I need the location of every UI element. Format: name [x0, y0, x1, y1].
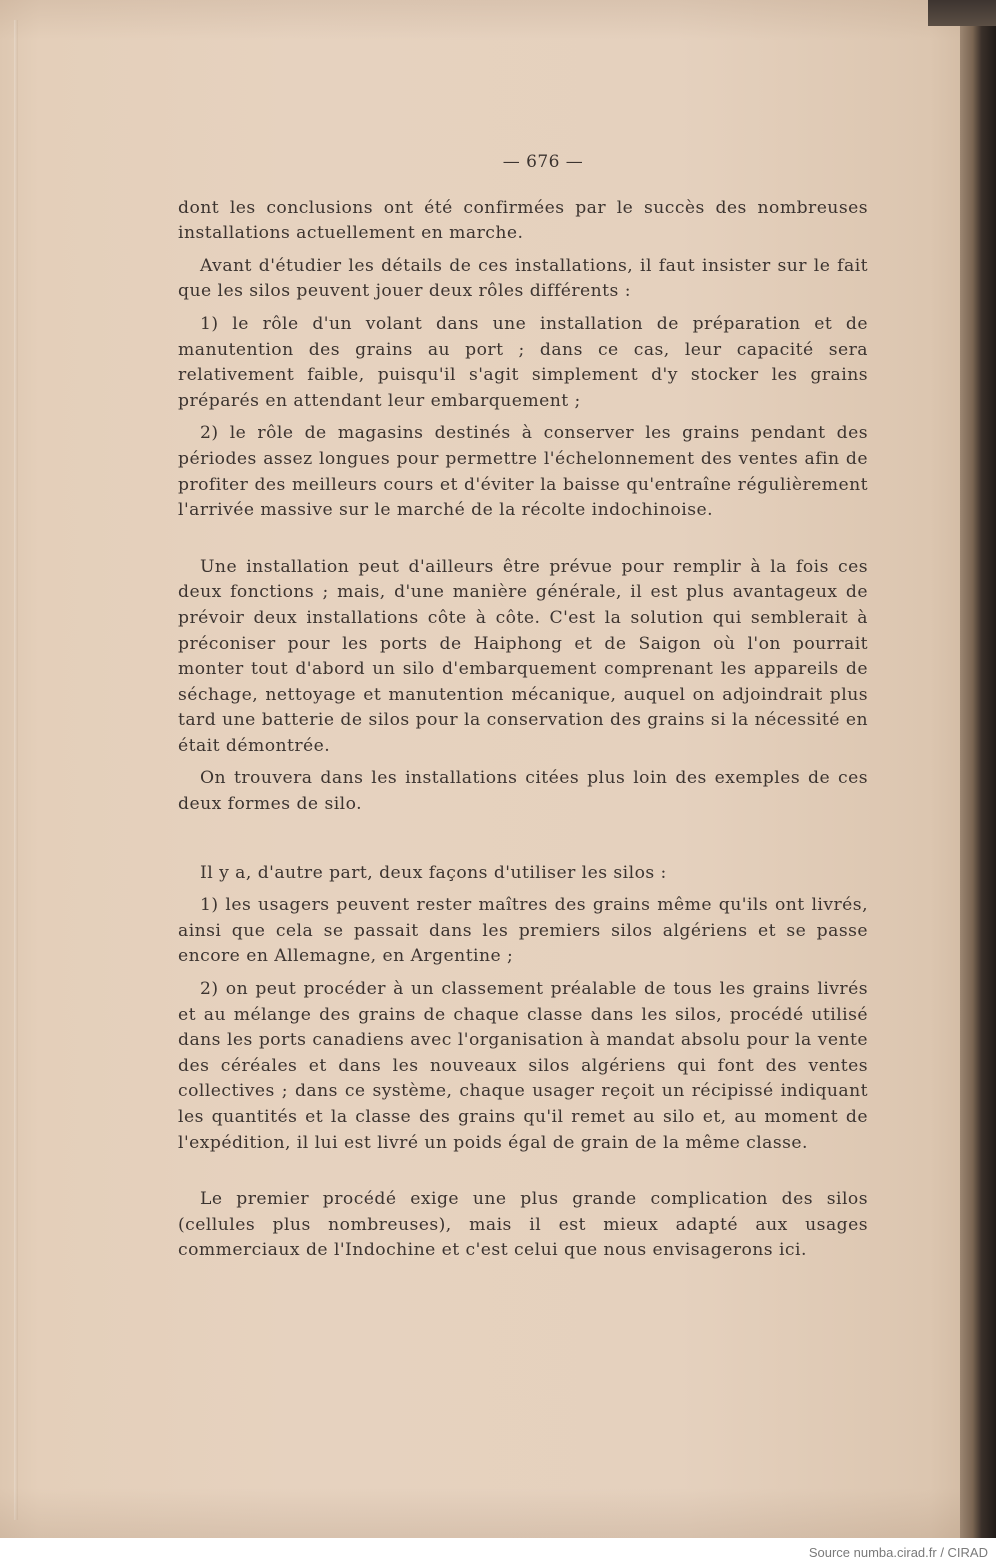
- paragraph: Le premier procédé exige une plus grande complication des silos (cellules plus nombreuses), mais il est mieux adapté aux usages commerciaux de l'Indochine et c'est celui que nous envisagerons ici.: [178, 1189, 868, 1261]
- paragraph: dont les conclusions ont été confirmées par le succès des nombreuses installations actuellement en marche.: [178, 197, 868, 244]
- page-shadow-bottom: [0, 1488, 968, 1538]
- book-edge: [960, 0, 996, 1538]
- book-edge-top: [928, 0, 996, 26]
- page-text: [178, 150, 868, 1264]
- paragraph: Avant d'étudier les détails de ces installations, il faut insister sur le fait que les silos peuvent jouer deux rôles différents :: [178, 255, 868, 302]
- paragraph: 2) le rôle de magasins destinés à conserver les grains pendant des périodes assez longues pour permettre l'échelonnement des ventes afin de profiter des meilleurs cours et d'éviter la baisse qu'entraîne régulièrement l'arrivée massive sur le marché de la récolte indochinoise.: [178, 423, 868, 521]
- paragraph: Une installation peut d'ailleurs être prévue pour remplir à la fois ces deux fonctions ; mais, d'une manière générale, il est plus avantageux de prévoir deux installations côte à côte. C'est la solution qui semblerait à préconiser pour les ports de Haiphong et de Saigon où l'on pourrait monter tout d'abord un silo d'embarquement comprenant les appareils de séchage, nettoyage et manutention mécanique, auquel on adjoindrait plus tard une batterie de silos pour la conservation des grains si la nécessité en était démontrée.: [178, 556, 868, 756]
- paragraph: 1) le rôle d'un volant dans une installation de préparation et de manutention des grains au port ; dans ce cas, leur capacité sera relativement faible, puisqu'il s'agit simplement d'y stocker les grains préparés en attendant leur embarquement ;: [178, 313, 868, 411]
- paragraph: On trouvera dans les installations citées plus loin des exemples de ces deux formes de silo.: [178, 768, 868, 815]
- page-fold: [14, 20, 18, 1520]
- page-shadow-top: [0, 0, 968, 40]
- source-credit: Source numba.cirad.fr / CIRAD: [808, 1545, 988, 1560]
- paragraph: 1) les usagers peuvent rester maîtres des grains même qu'ils ont livrés, ainsi que cela se passait dans les premiers silos algériens et se passe encore en Allemagne, en Argentine ;: [178, 895, 868, 967]
- paragraph: 2) on peut procéder à un classement préalable de tous les grains livrés et au mélange des grains de chaque classe dans les silos, procédé utilisé dans les ports canadiens avec l'organisation à mandat absolu pour la vente des céréales et dans les nouveaux silos algériens qui font des ventes collectives ; dans ce système, chaque usager reçoit un récipissé indiquant les quantités et la classe des grains qu'il remet au silo et, au moment de l'expédition, il lui est livré un poids égal de grain de la même classe.: [178, 979, 868, 1153]
- page-number: — 676 —: [502, 152, 584, 172]
- paragraph: Il y a, d'autre part, deux façons d'utiliser les silos :: [200, 862, 667, 883]
